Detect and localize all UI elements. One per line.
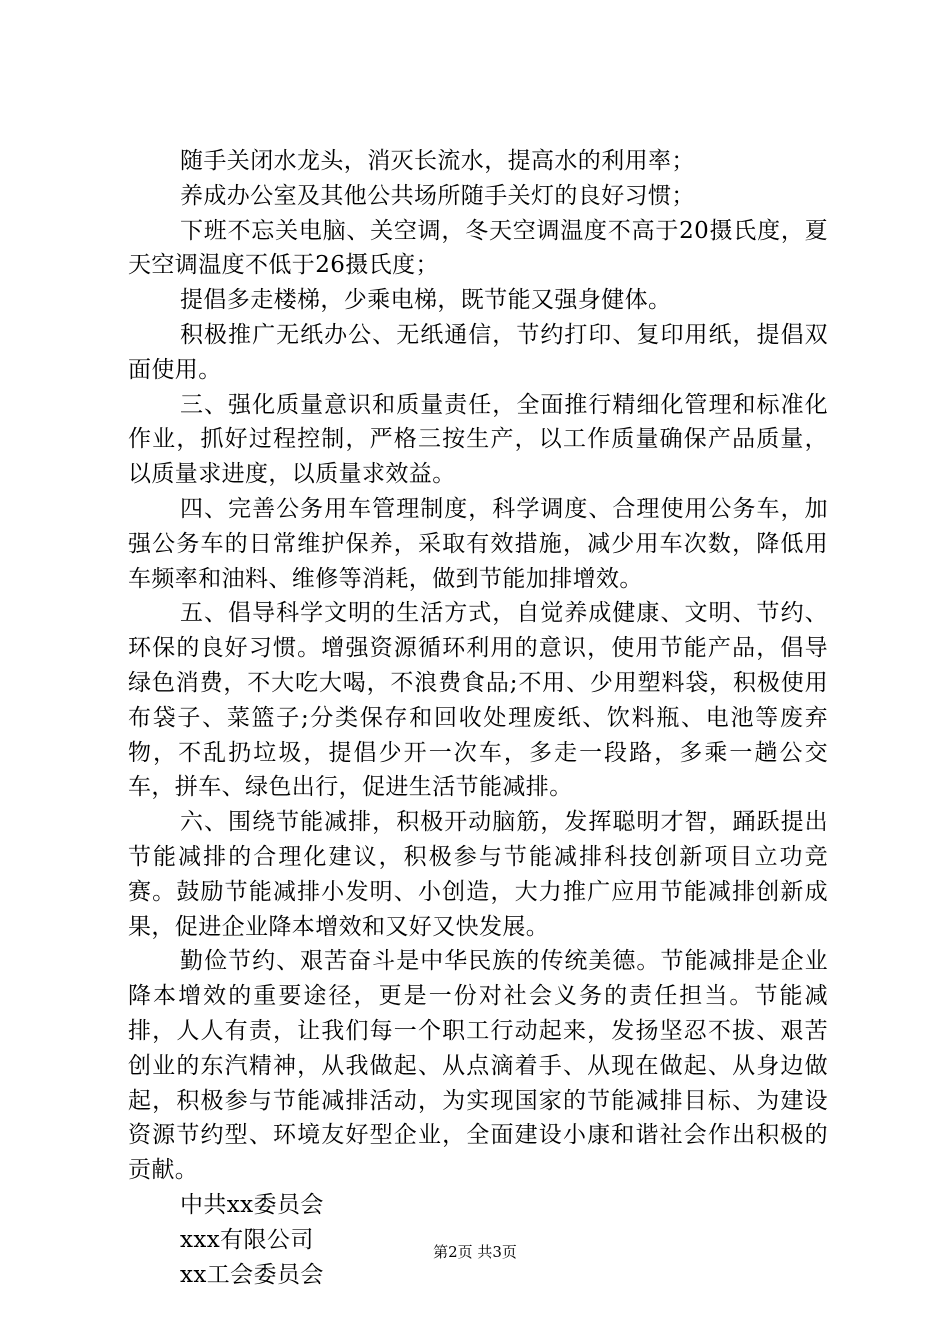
paragraph-section-three: 三、强化质量意识和质量责任，全面推行精细化管理和标准化作业，抓好过程控制，严格三按生产，以工作质量确保产品质量，以质量求进度，以质量求效益。	[128, 391, 828, 488]
paragraph-lights: 养成办公室及其他公共场所随手关灯的良好习惯；	[180, 182, 695, 209]
signature-company: xxx有限公司	[180, 1226, 314, 1253]
signature-party-committee: 中共xx委员会	[180, 1191, 324, 1218]
signature-union-committee: xx工会委员会	[180, 1261, 324, 1288]
paragraph-computers-ac: 下班不忘关电脑、关空调，冬天空调温度不高于20摄氏度，夏天空调温度不低于26摄氏度；	[128, 217, 828, 279]
paragraph-section-six: 六、围绕节能减排，积极开动脑筋，发挥聪明才智，踊跃提出节能减排的合理化建议，积极参与节能减排科技创新项目立功竞赛。鼓励节能减排小发明、小创造，大力推广应用节能减排创新成果，促进企业降本增效和又好又快发展。	[128, 809, 828, 940]
paragraph-section-five: 五、倡导科学文明的生活方式，自觉养成健康、文明、节约、环保的良好习惯。增强资源循环利用的意识，使用节能产品，倡导绿色消费，不大吃大喝，不浪费食品;不用、少用塑料袋，积极使用布袋子、菜篮子;分类保存和回收处理废纸、饮料瓶、电池等废弃物，不乱扔垃圾，提倡少开一次车，多走一段路，多乘一趟公交车，拼车、绿色出行，促进生活节能减排。	[128, 600, 828, 801]
document-body	[128, 144, 828, 1292]
paragraph-paperless: 积极推广无纸办公、无纸通信，节约打印、复印用纸，提倡双面使用。	[128, 321, 828, 383]
paragraph-section-four: 四、完善公务用车管理制度，科学调度、合理使用公务车，加强公务车的日常维护保养，采取有效措施，减少用车次数，降低用车频率和油料、维修等消耗，做到节能加排增效。	[128, 495, 828, 592]
paragraph-water: 随手关闭水龙头，消灭长流水，提高水的利用率；	[180, 148, 695, 174]
page-number-footer: 第2页 共3页	[433, 1243, 517, 1261]
paragraph-conclusion: 勤俭节约、艰苦奋斗是中华民族的传统美德。节能减排是企业降本增效的重要途径，更是一份对社会义务的责任担当。节能减排，人人有责，让我们每一个职工行动起来，发扬坚忍不拔、艰苦创业的东汽精神，从我做起、从点滴着手、从现在做起、从身边做起，积极参与节能减排活动，为实现国家的节能减排目标、为建设资源节约型、环境友好型企业，全面建设小康和谐社会作出积极的贡献。	[128, 948, 828, 1184]
paragraph-stairs: 提倡多走楼梯，少乘电梯，既节能又强身健体。	[180, 287, 672, 314]
